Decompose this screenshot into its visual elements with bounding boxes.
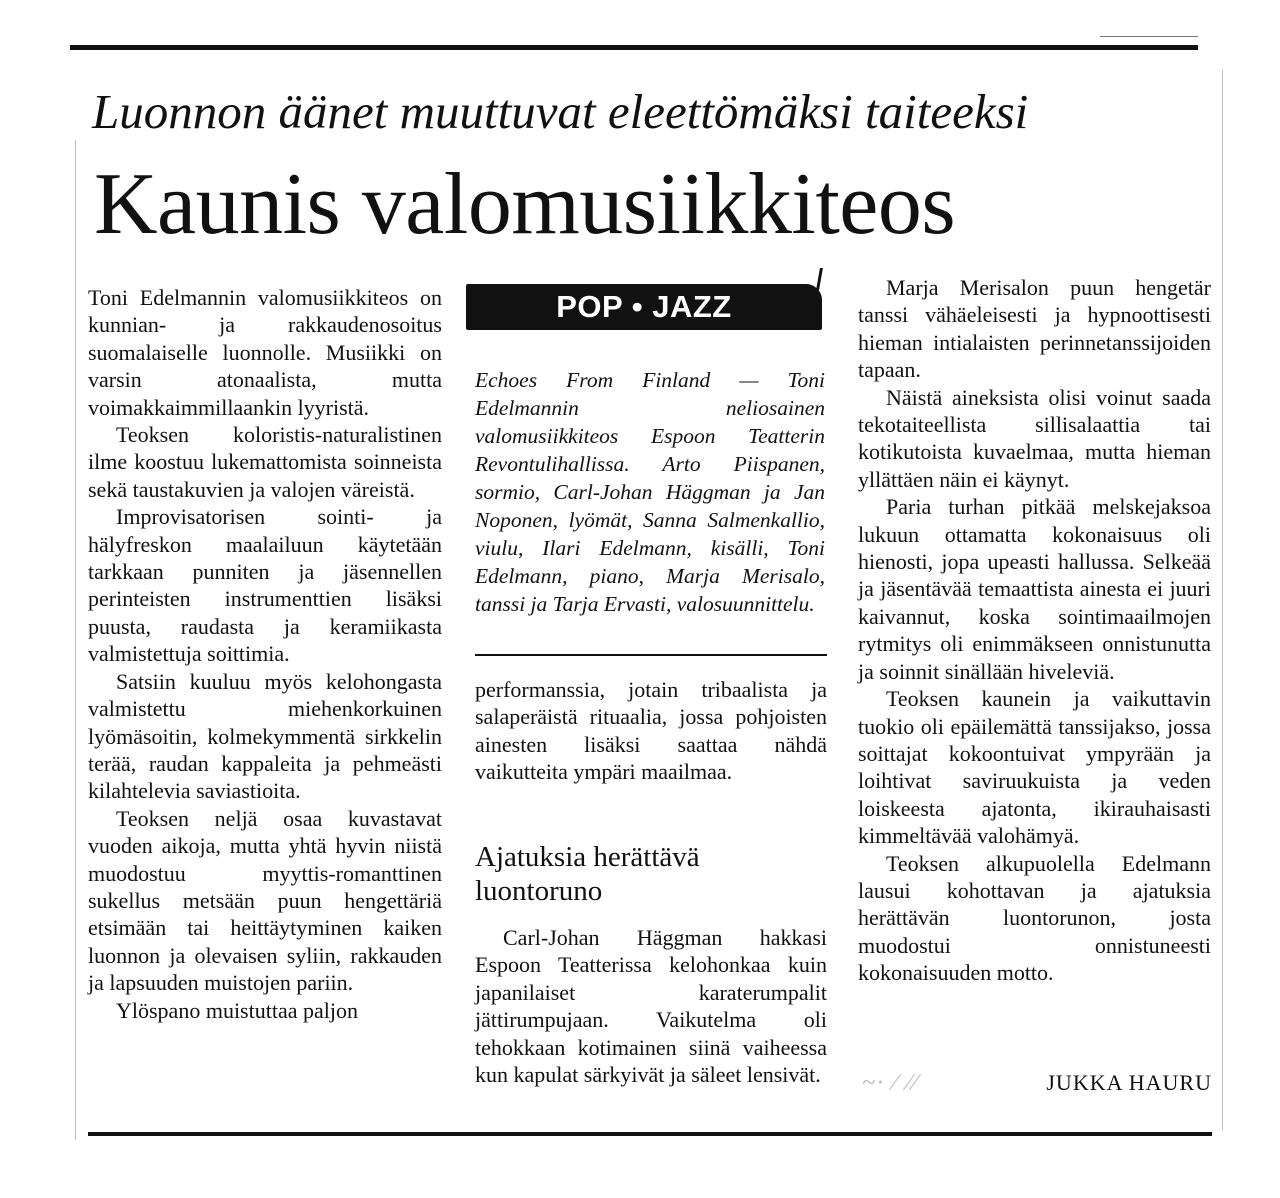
- top-thin-rule: [1100, 36, 1198, 37]
- credits-divider: [475, 654, 827, 656]
- top-rule: [70, 45, 1198, 50]
- genre-banner-label: POP • JAZZ: [556, 289, 732, 324]
- paragraph: Teoksen koloristis-naturalistinen ilme koostuu lukemattomista soinneista sekä taustakuvien ja valojen väreistä.: [88, 422, 442, 502]
- performance-credits: Echoes From Finland — Toni Edelmannin neliosainen valomusiikkiteos Espoon Teatterin Revontulihallissa. Arto Piispanen, sormio, Carl-Johan Häggman ja Jan Noponen, lyömät, Sanna Salmenkallio, viulu, Ilari Edelmann, kisälli, Toni Edelmann, piano, Marja Merisalo, tanssi ja Tarja Ervasti, valosuunnittelu.: [475, 368, 825, 616]
- column-2-continued: [475, 924, 827, 1088]
- paragraph: Teoksen neljä osaa kuvastavat vuoden aikoja, mutta yhtä hyvin niistä muodostuu myyttis-romanttinen sukellus metsään puun hengettäriä etsimään tai heittäytyminen kaiken luonnon ja olevaisen syliin, rakkauden ja lapsuuden muistojen pariin.: [88, 805, 442, 996]
- paragraph: Ylöspano muistuttaa paljon: [116, 997, 358, 1023]
- column-1: [88, 284, 442, 1024]
- byline: JUKKA HAURU: [1046, 1070, 1212, 1095]
- headline: Kaunis valomusiikkiteos: [94, 156, 956, 253]
- column-2: [475, 676, 827, 786]
- paragraph: Improvisatorisen sointi- ja hälyfreskon maalailuun käytetään tarkkaan punniten ja jäsennellen perinteisten instrumenttien lisäksi puusta, raudasta ja keramiikasta valmistettuja soittimia.: [88, 504, 442, 667]
- bottom-rule: [88, 1132, 1212, 1136]
- genre-banner: [466, 284, 822, 330]
- paragraph: Carl-Johan Häggman hakkasi Espoon Teatterissa kelohonkaa kuin japanilaiset karaterumpalit jättirumpujaan. Vaikutelma oli tehokkaan kotimainen siinä vaiheessa kun kapulat särkyivät ja säleet lensivät.: [475, 925, 827, 1088]
- paragraph: Paria turhan pitkää melskejaksoa lukuun ottamatta kokonaisuus oli hienosti, jopa upeasti hallussa. Selkeää ja jäsentävää temaattista ainesta ei juuri kaivannut, koska sointimaailmojen rytmitys oli enimmäkseen onnistunutta ja soinnit sinällään hiveleviä.: [858, 494, 1211, 684]
- paragraph: performanssia, jotain tribaalista ja salaperäistä rituaalia, jossa pohjoisten ainesten lisäksi saattaa nähdä vaikutteita ympäri maailmaa.: [475, 677, 827, 785]
- kicker: Luonnon äänet muuttuvat eleettömäksi taiteeksi: [92, 84, 1029, 139]
- paragraph: Marja Merisalon puun hengetär tanssi vähäeleisesti ja hypnoottisesti hieman intialaisten perinnetanssijoiden tapaan.: [858, 275, 1211, 383]
- column-3: [858, 274, 1211, 987]
- paragraph: Näistä aineksista olisi voinut saada tekotaiteellista sillisalaattia tai kotikutoista kuvaelmaa, mutta hieman yllättäen näin ei käynyt.: [858, 384, 1211, 492]
- right-border-line: [1222, 70, 1223, 1130]
- genre-banner-tail: [816, 268, 823, 290]
- paragraph: Teoksen alkupuolella Edelmann lausui kohottavan ja ajatuksia herättävän luontorunon, josta muodostui onnistuneesti kokonaisuuden motto.: [858, 850, 1211, 986]
- subheading: Ajatuksia herättävä luontoruno: [475, 841, 700, 907]
- paragraph: Toni Edelmannin valomusiikkiteos on kunnian- ja rakkaudenosoitus suomalaiselle luonnolle. Musiikki on varsin atonaalista, mutta voimakkaimmillaankin lyyristä.: [88, 285, 442, 420]
- signature-scribble: ~∙ ∕ ∕∕: [862, 1070, 920, 1096]
- left-border-line: [75, 140, 76, 1140]
- paragraph: Satsiin kuuluu myös kelohongasta valmistettu miehenkorkuinen lyömäsoitin, kolmekymmentä sirkkelin terää, raudan kappaleita ja pehmeästi kilahtelevia saviastioita.: [88, 668, 442, 804]
- byline-row: [858, 1070, 1214, 1100]
- paragraph: Teoksen kaunein ja vaikuttavin tuokio oli epäilemättä tanssijakso, jossa soittajat kokoontuivat ympyrään ja loihtivat saviruukuista ja veden loiskeesta ajatonta, ikirauhaisasti kimmeltävää valohämyä.: [858, 686, 1211, 849]
